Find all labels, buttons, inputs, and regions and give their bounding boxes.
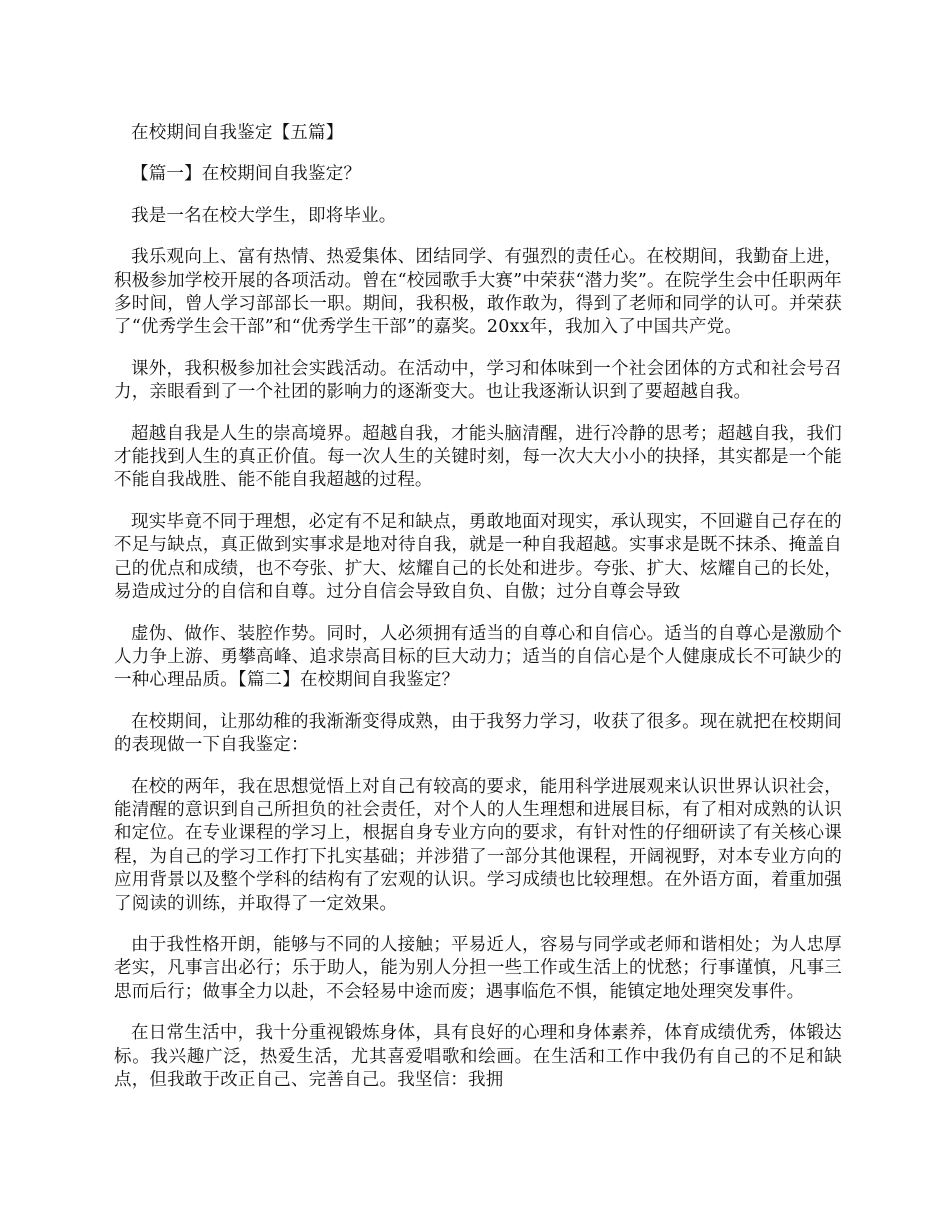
paragraph: 我乐观向上、富有热情、热爱集体、团结同学、有强烈的责任心。在校期间，我勤奋上进，积极参加学校开展的各项活动。曾在“校园歌手大赛”中荣获“潜力奖”。在院学生会中任职两年多时间，曾人学习部部长一职。期间，我积极，敢作敢为，得到了老师和同学的认可。并荣获了“优秀学生会干部”和“优秀学生干部”的嘉奖。20xx年，我加入了中国共产党。 (114, 247, 842, 338)
document-page (114, 122, 842, 1110)
paragraph: 超越自我是人生的崇高境界。超越自我，才能头脑清醒，进行冷静的思考；超越自我，我们才能找到人生的真正价值。每一次人生的关键时刻，每一次大大小小的抉择，其实都是一个能不能自我战胜、能不能自我超越的过程。 (114, 423, 842, 491)
paragraph: 现实毕竟不同于理想，必定有不足和缺点，勇敢地面对现实，承认现实，不回避自己存在的不足与缺点，真正做到实事求是地对待自我，就是一种自我超越。实事求是既不抹杀、掩盖自己的优点和成绩，也不夸张、扩大、炫耀自己的长处和进步。夸张、扩大、炫耀自己的长处，易造成过分的自信和自尊。过分自信会导致自负、自傲；过分自尊会导致 (114, 511, 842, 603)
paragraph: 课外，我积极参加社会实践活动。在活动中，学习和体味到一个社会团体的方式和社会号召力，亲眼看到了一个社团的影响力的逐渐变大。也让我逐渐认识到了要超越自我。 (114, 358, 842, 403)
paragraph: 虚伪、做作、装腔作势。同时，人必须拥有适当的自尊心和自信心。适当的自尊心是激励个人力争上游、勇攀高峰、追求崇高目标的巨大动力；适当的自信心是个人健康成长不可缺少的一种心理品质。【篇二】在校期间自我鉴定？ (114, 623, 842, 691)
paragraph: 我是一名在校大学生，即将毕业。 (131, 205, 397, 226)
paragraph: 由于我性格开朗，能够与不同的人接触；平易近人，容易与同学或老师和谐相处；为人忠厚老实，凡事言出必行；乐于助人，能为别人分担一些工作或生活上的忧愁；行事谨慎，凡事三思而后行；做事全力以赴，不会轻易中途而废；遇事临危不惧，能镇定地处理突发事件。 (114, 934, 842, 1002)
section-heading-1: 【篇一】在校期间自我鉴定？ (131, 164, 362, 185)
paragraph: 在校的两年，我在思想觉悟上对自己有较高的要求，能用科学进展观来认识世界认识社会，能清醒的意识到自己所担负的社会责任，对个人的人生理想和进展目标，有了相对成熟的认识和定位。在专业课程的学习上，根据自身专业方向的要求，有针对性的仔细研读了有关核心课程，为自己的学习工作打下扎实基础；并涉猎了一部分其他课程，开阔视野，对本专业方向的应用背景以及整个学科的结构有了宏观的认识。学习成绩也比较理想。在外语方面，着重加强了阅读的训练，并取得了一定效果。 (114, 776, 842, 914)
paragraph: 在日常生活中，我十分重视锻炼身体，具有良好的心理和身体素养，体育成绩优秀，体锻达标。我兴趣广泛，热爱生活，尤其喜爱唱歌和绘画。在生活和工作中我仍有自己的不足和缺点，但我敢于改正自己、完善自己。我坚信：我拥 (114, 1023, 842, 1090)
paragraph: 在校期间，让那幼稚的我渐渐变得成熟，由于我努力学习，收获了很多。现在就把在校期间的表现做一下自我鉴定： (114, 711, 842, 756)
document-title: 在校期间自我鉴定【五篇】 (131, 123, 344, 143)
